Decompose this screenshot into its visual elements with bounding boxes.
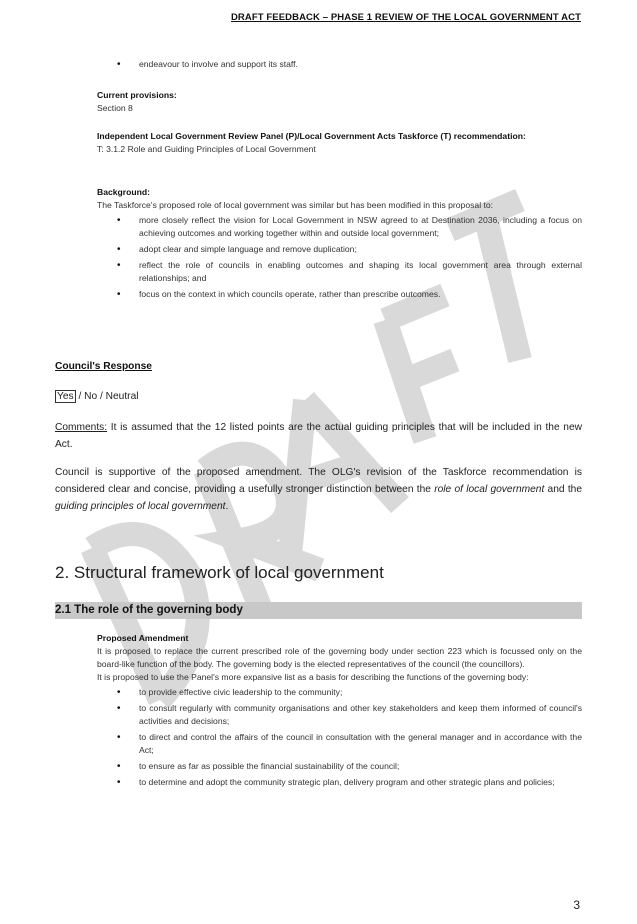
support-paragraph: Council is supportive of the proposed amendment. The OLG's revision of the Taskforce recommendation is considered clear and concise, providing a usefully stronger distinction between the role of local government and the guiding principles of local government. <box>55 467 582 512</box>
comments-label: Comments: <box>55 422 108 433</box>
list-item: • more closely reflect the vision for Local Government in NSW agreed to at Destination 2036, including a focus on achieving outcomes and working together within and outside local government; <box>97 214 582 240</box>
proposed-para-1: It is proposed to replace the current prescribed role of the governing body under section 223 which is focussed only on the board-like function of the body. The governing body is the elected representatives of the council (the councillors). <box>97 646 582 669</box>
list-item: • to determine and adopt the community strategic plan, delivery program and other strategic plans and policies; <box>97 776 582 789</box>
current-provisions <box>97 89 582 115</box>
background-section <box>97 186 582 304</box>
page-number: 3 <box>573 898 580 912</box>
background-heading: Background: <box>97 187 150 197</box>
top-bullet-list <box>97 58 582 74</box>
governing-body-functions <box>97 686 582 789</box>
list-item: • to consult regularly with community organisations and other key stakeholders and keep them informed of council's activities and decisions; <box>97 702 582 728</box>
list-item: • to provide effective civic leadership to the community; <box>97 686 582 699</box>
document-header: DRAFT FEEDBACK – PHASE 1 REVIEW OF THE LOCAL GOVERNMENT ACT <box>230 12 581 23</box>
panel-recommendation-text: T: 3.1.2 Role and Guiding Principles of Local Government <box>97 144 316 154</box>
option-yes-selected: Yes <box>57 391 74 402</box>
subsection-heading-bar <box>55 602 582 619</box>
current-provisions-text: Section 8 <box>97 103 133 113</box>
list-item: • to direct and control the affairs of the council in consultation with the general manager and in accordance with the Act; <box>97 731 582 757</box>
proposed-amendment <box>97 632 582 792</box>
councils-response-heading: Council's Response <box>55 361 152 372</box>
background-intro: The Taskforce's proposed role of local government was similar but has been modified in this proposal to: <box>97 200 494 210</box>
councils-response <box>55 358 582 515</box>
proposed-para-2: It is proposed to use the Panel's more expansive list as a basis for describing the functions of the governing body: <box>97 672 529 682</box>
proposed-amendment-heading: Proposed Amendment <box>97 633 189 643</box>
option-neutral: Neutral <box>105 391 139 402</box>
list-item: • reflect the role of councils in enabling outcomes and shaping its local government area through external relationships; and <box>97 259 582 285</box>
list-item: • adopt clear and simple language and remove duplication; <box>97 243 582 256</box>
list-item: • endeavour to involve and support its staff. <box>97 58 582 71</box>
option-no: No <box>84 391 98 402</box>
panel-recommendation-heading: Independent Local Government Review Panel (P)/Local Government Acts Taskforce (T) recommendation: <box>97 131 526 141</box>
panel-recommendation <box>97 130 582 156</box>
comments-text: It is assumed that the 12 listed points are the actual guiding principles that will be included in the new Act. <box>55 422 582 450</box>
list-item: • focus on the context in which councils operate, rather than prescribe outcomes. <box>97 288 582 301</box>
response-options: Yes / No / Neutral <box>57 391 139 402</box>
subsection-heading: 2.1 The role of the governing body <box>55 604 243 616</box>
current-provisions-heading: Current provisions: <box>97 90 177 100</box>
list-item: • to ensure as far as possible the financial sustainability of the council; <box>97 760 582 773</box>
background-bullets <box>97 214 582 301</box>
section-heading: 2. Structural framework of local government <box>55 563 384 582</box>
comments-paragraph <box>55 419 582 453</box>
